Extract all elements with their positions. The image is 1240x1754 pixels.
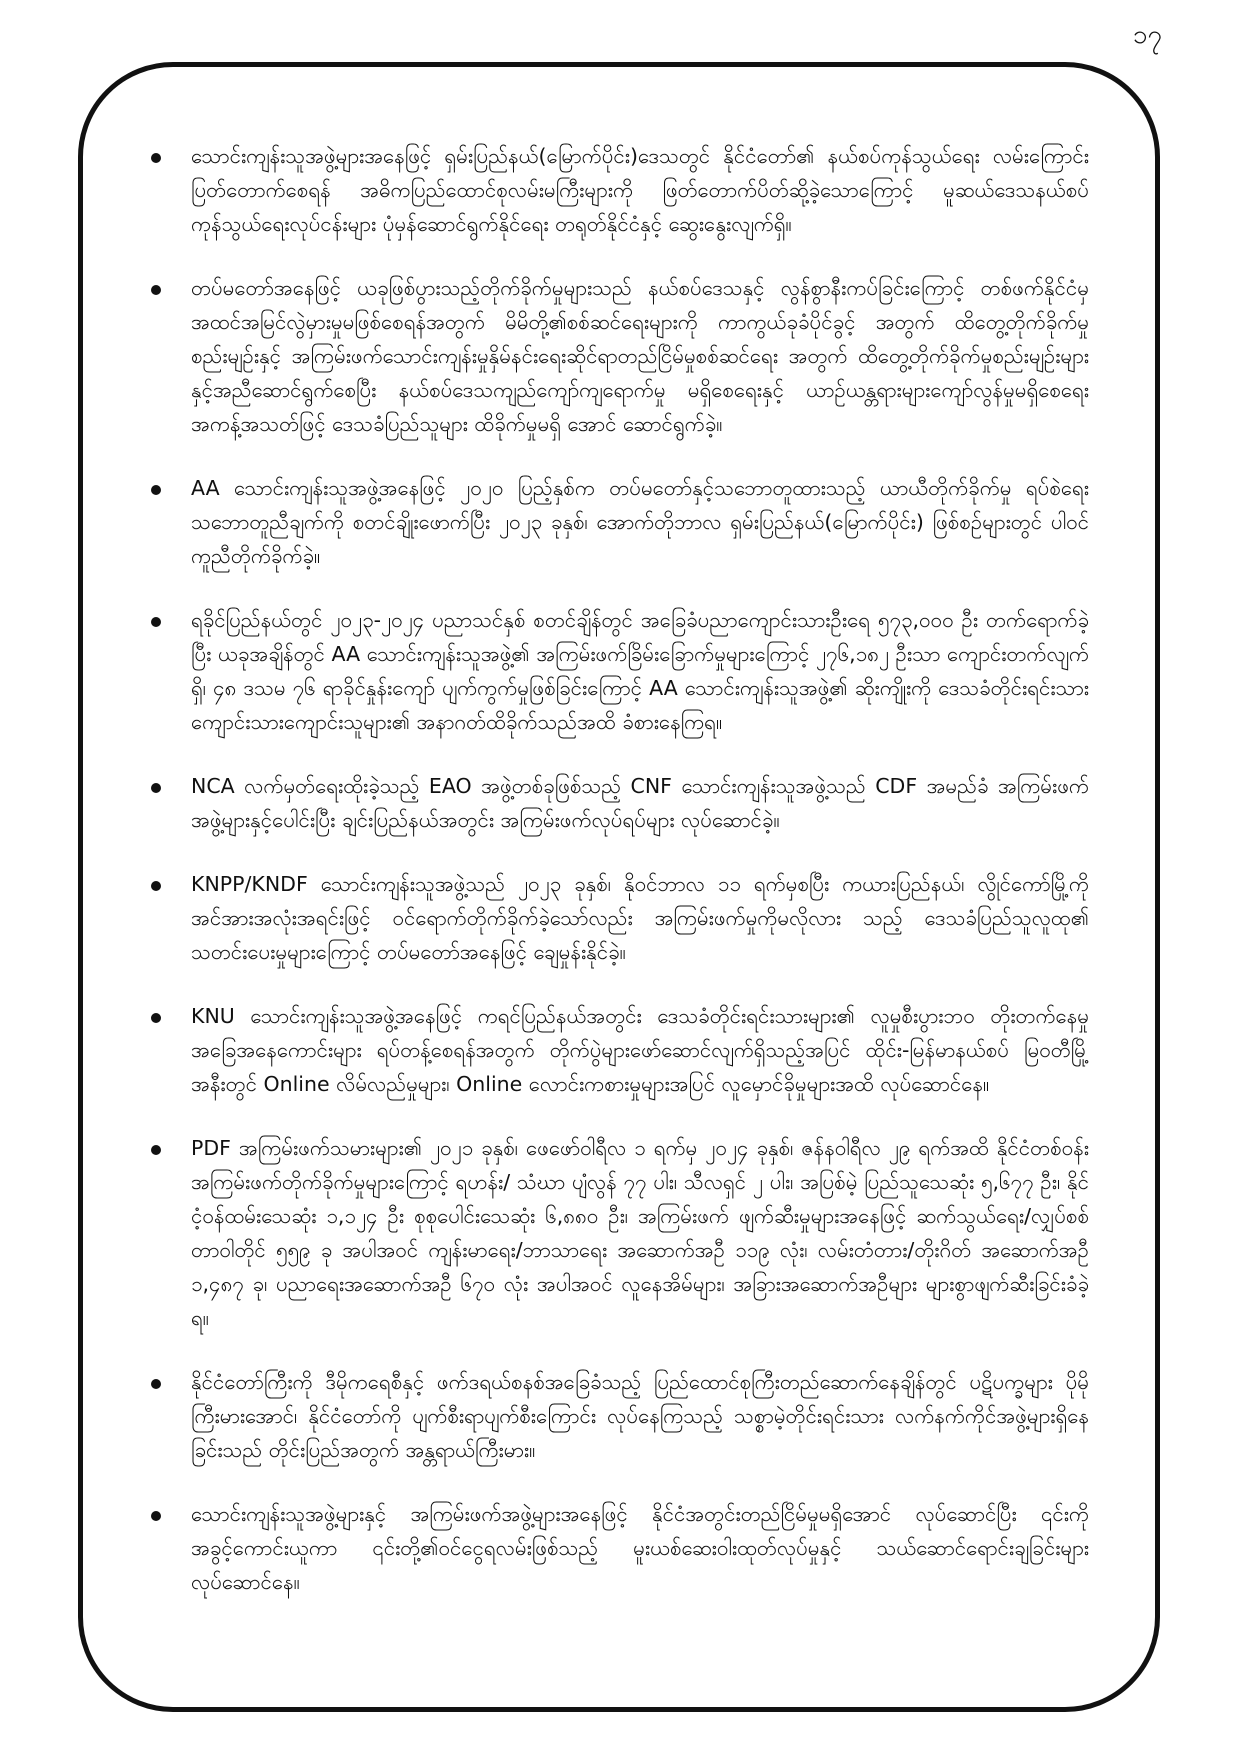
list-item: KNU သောင်းကျန်းသူအဖွဲ့အနေဖြင့် ကရင်ပြည်နယ်အတွင်း ဒေသခံတိုင်းရင်းသားများ၏ လူမှုစီးပွားဘဝ တိုးတက်နေမှုအခြေအနေကောင်းများ ရပ်တန့်စေရန်အတွက် တိုက်ပွဲများဖော်ဆောင်လျက်ရှိသည့်အပြင် ထိုင်း-မြန်မာနယ်စပ် မြဝတီမြို့အနီးတွင် Online လိမ်လည်မှုများ၊ Online လောင်းကစားမှုများအပြင် လူမှောင်ခိုမှုများအထိ လုပ်ဆောင်နေ။ <box>149 999 1089 1101</box>
page-number: ၁၇ <box>1132 20 1162 50</box>
list-item: နိုင်ငံတော်ကြီးကို ဒီမိုကရေစီနှင့် ဖက်ဒရယ်စနစ်အခြေခံသည့် ပြည်ထောင်စုကြီးတည်ဆောက်နေချိန်တွင် ပဋိပက္ခများ ပိုမိုကြီးမားအောင်၊ နိုင်ငံတော်ကို ပျက်စီးရာပျက်စီးကြောင်း လုပ်နေကြသည့် သစ္စာမဲ့တိုင်းရင်းသား လက်နက်ကိုင်အဖွဲ့များရှိနေခြင်းသည် တိုင်းပြည်အတွက် အန္တရာယ်ကြီးမား။ <box>149 1365 1089 1467</box>
list-item: သောင်းကျန်းသူအဖွဲ့များအနေဖြင့် ရှမ်းပြည်နယ်(မြောက်ပိုင်း)ဒေသတွင် နိုင်ငံတော်၏ နယ်စပ်ကုန်သွယ်ရေး လမ်းကြောင်းပြတ်တောက်စေရန် အဓိကပြည်ထောင်စုလမ်းမကြီးများကို ဖြတ်တောက်ပိတ်ဆို့ခဲ့သောကြောင့် မူဆယ်ဒေသနယ်စပ်ကုန်သွယ်ရေးလုပ်ငန်းများ ပုံမှန်ဆောင်ရွက်နိုင်ရေး တရုတ်နိုင်ငံနှင့် ဆွေးနွေးလျက်ရှိ။ <box>149 139 1089 241</box>
content-frame <box>78 62 1160 1712</box>
list-item: ရခိုင်ပြည်နယ်တွင် ၂၀၂၃-၂၀၂၄ ပညာသင်နှစ် စတင်ချိန်တွင် အခြေခံပညာကျောင်းသားဦးရေ ၅၇၃,၀၀၀ ဦး တက်ရောက်ခဲ့ပြီး ယခုအချိန်တွင် AA သောင်းကျန်းသူအဖွဲ့၏ အကြမ်းဖက်ခြိမ်းခြောက်မှုများကြောင့် ၂၇၆,၁၈၂ ဦးသာ ကျောင်းတက်လျက်ရှိ၊ ၄၈ ဒသမ ၇၆ ရာခိုင်နှုန်းကျော် ပျက်ကွက်မှုဖြစ်ခြင်းကြောင့် AA သောင်းကျန်းသူအဖွဲ့၏ ဆိုးကျိုးကို ဒေသခံတိုင်းရင်းသား ကျောင်းသားကျောင်းသူများ၏ အနာဂတ်ထိခိုက်သည်အထိ ခံစားနေကြရ။ <box>149 603 1089 739</box>
list-item: သောင်းကျန်းသူအဖွဲ့များနှင့် အကြမ်းဖက်အဖွဲ့များအနေဖြင့် နိုင်ငံအတွင်းတည်ငြိမ်မှုမရှိအောင် လုပ်ဆောင်ပြီး ၎င်းကို အခွင့်ကောင်းယူကာ ၎င်းတို့၏ဝင်ငွေရလမ်းဖြစ်သည့် မူးယစ်ဆေးဝါးထုတ်လုပ်မှုနှင့် သယ်ဆောင်ရောင်းချခြင်းများ လုပ်ဆောင်နေ။ <box>149 1497 1089 1599</box>
list-item: KNPP/KNDF သောင်းကျန်းသူအဖွဲ့သည် ၂၀၂၃ ခုနှစ်၊ နိုဝင်ဘာလ ၁၁ ရက်မှစပြီး ကယားပြည်နယ်၊ လွိုင်ကော်မြို့ကို အင်အားအလုံးအရင်းဖြင့် ဝင်ရောက်တိုက်ခိုက်ခဲ့သော်လည်း အကြမ်းဖက်မှုကိုမလိုလား သည့် ဒေသခံပြည်သူလူထု၏ သတင်းပေးမှုများကြောင့် တပ်မတော်အနေဖြင့် ချေမှုန်းနိုင်ခဲ့။ <box>149 867 1089 969</box>
bullet-list <box>83 67 1155 1669</box>
list-item: AA သောင်းကျန်းသူအဖွဲ့အနေဖြင့် ၂၀၂၀ ပြည့်နှစ်က တပ်မတော်နှင့်သဘောတူထားသည့် ယာယီတိုက်ခိုက်မှု ရပ်စဲရေးသဘောတူညီချက်ကို စတင်ချိုးဖောက်ပြီး ၂၀၂၃ ခုနှစ်၊ အောက်တိုဘာလ ရှမ်းပြည်နယ်(မြောက်ပိုင်း) ဖြစ်စဉ်များတွင် ပါဝင်ကူညီတိုက်ခိုက်ခဲ့။ <box>149 471 1089 573</box>
list-item: တပ်မတော်အနေဖြင့် ယခုဖြစ်ပွားသည့်တိုက်ခိုက်မှုများသည် နယ်စပ်ဒေသနှင့် လွန်စွာနီးကပ်ခြင်းကြောင့် တစ်ဖက်နိုင်ငံမှ အထင်အမြင်လွဲမှားမှုမဖြစ်စေရန်အတွက် မိမိတို့၏စစ်ဆင်ရေးများကို ကာကွယ်ခုခံပိုင်ခွင့် အတွက် ထိတွေ့တိုက်ခိုက်မှုစည်းမျဉ်းနှင့် အကြမ်းဖက်သောင်းကျန်းမှုနှိမ်နင်းရေးဆိုင်ရာတည်ငြိမ်မှုစစ်ဆင်ရေး အတွက် ထိတွေ့တိုက်ခိုက်မှုစည်းမျဉ်းများနှင့်အညီဆောင်ရွက်စေပြီး နယ်စပ်ဒေသကျည်ကျော်ကျရောက်မှု မရှိစေရေးနှင့် ယာဉ်ယန္တရားများကျော်လွန်မှုမရှိစေရေး အကန့်အသတ်ဖြင့် ဒေသခံပြည်သူများ ထိခိုက်မှုမရှိ အောင် ဆောင်ရွက်ခဲ့။ <box>149 271 1089 441</box>
list-item: NCA လက်မှတ်ရေးထိုးခဲ့သည့် EAO အဖွဲ့တစ်ခုဖြစ်သည့် CNF သောင်းကျန်းသူအဖွဲ့သည် CDF အမည်ခံ အကြမ်းဖက်အဖွဲ့များနှင့်ပေါင်းပြီး ချင်းပြည်နယ်အတွင်း အကြမ်းဖက်လုပ်ရပ်များ လုပ်ဆောင်ခဲ့။ <box>149 769 1089 837</box>
list-item: PDF အကြမ်းဖက်သမားများ၏ ၂၀၂၁ ခုနှစ်၊ ဖေဖော်ဝါရီလ ၁ ရက်မှ ၂၀၂၄ ခုနှစ်၊ ဇန်နဝါရီလ ၂၉ ရက်အထိ နိုင်ငံတစ်ဝန်းအကြမ်းဖက်တိုက်ခိုက်မှုများကြောင့် ရဟန်း/ သံဃာ ပျံလွန် ၇၇ ပါး၊ သီလရှင် ၂ ပါး၊ အပြစ်မဲ့ ပြည်သူသေဆုံး ၅,၆၇၇ ဦး၊ နိုင်ငံ့ဝန်ထမ်းသေဆုံး ၁,၁၂၄ ဦး စုစုပေါင်းသေဆုံး ၆,၈၈၀ ဦး၊ အကြမ်းဖက် ဖျက်ဆီးမှုများအနေဖြင့် ဆက်သွယ်ရေး/လျှပ်စစ်တာဝါတိုင် ၅၅၉ ခု အပါအဝင် ကျန်းမာရေး/ဘာသာရေး အဆောက်အဦ ၁၁၉ လုံး၊ လမ်းတံတား/တိုးဂိတ် အဆောက်အဦ ၁,၄၈၇ ခု၊ ပညာရေးအဆောက်အဦ ၆၇၀ လုံး အပါအဝင် လူနေအိမ်များ၊ အခြားအဆောက်အဦများ များစွာဖျက်ဆီးခြင်းခံခဲ့ရ။ <box>149 1131 1089 1335</box>
